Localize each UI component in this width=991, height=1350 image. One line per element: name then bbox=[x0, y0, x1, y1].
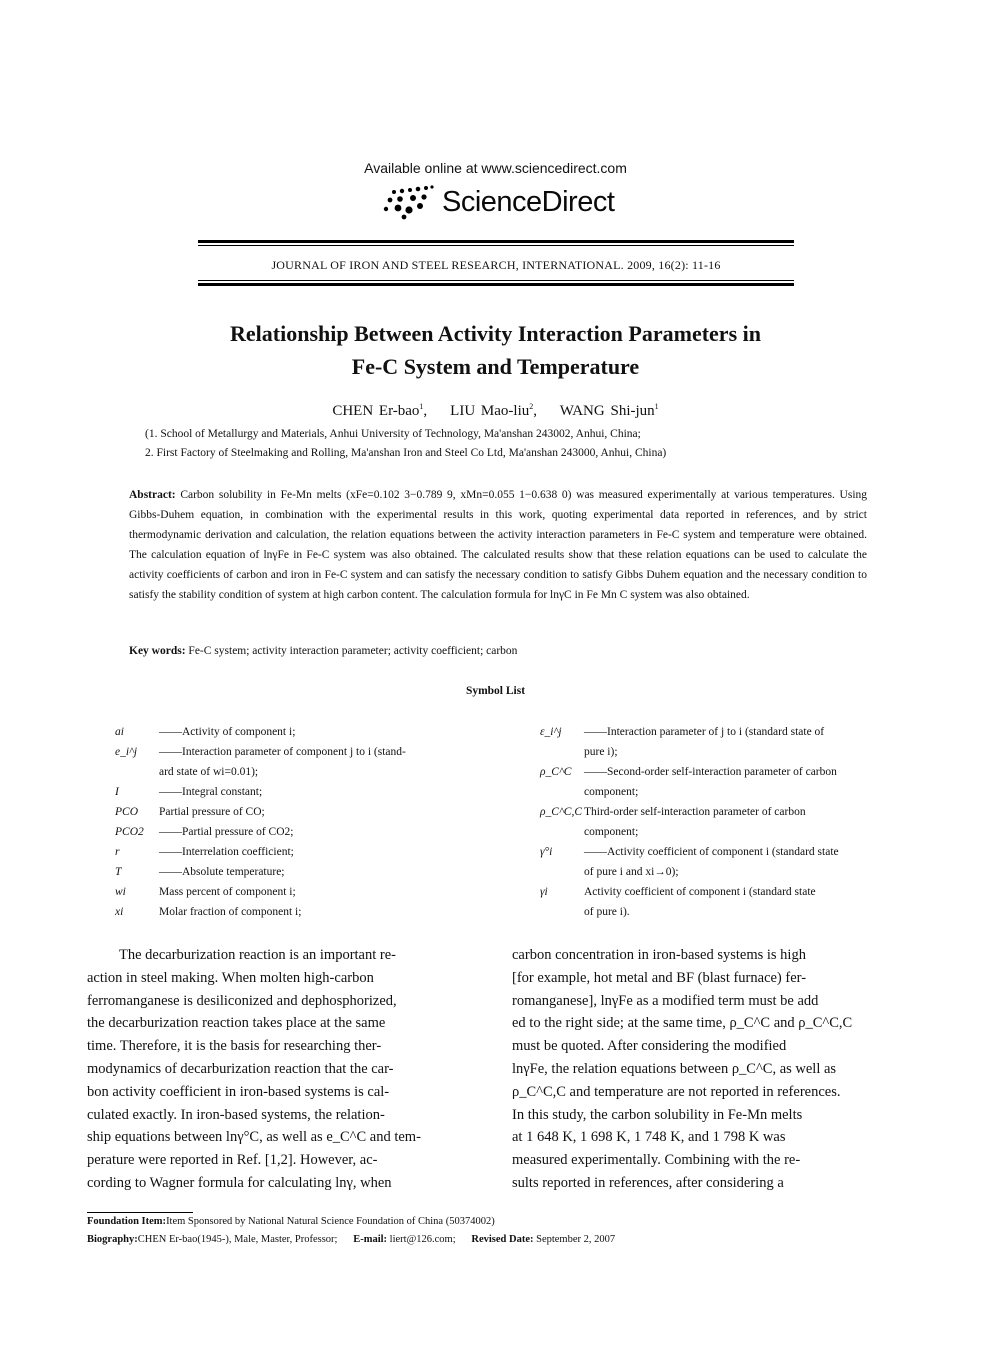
revised-date-label: Revised Date: bbox=[471, 1234, 534, 1245]
symbol: I bbox=[115, 786, 119, 798]
symbol-desc: ——Integral constant; bbox=[159, 786, 263, 798]
author-2: LIU Mao-liu bbox=[450, 403, 530, 419]
body-line: romanganese], lnγFe as a modified term must be add bbox=[512, 992, 819, 1009]
symbol-row bbox=[115, 742, 485, 762]
symbol-row bbox=[115, 782, 485, 802]
body-line: carbon concentration in iron-based systems is high bbox=[512, 947, 806, 963]
symbol: ε_i^j bbox=[540, 726, 562, 738]
paper-title-line2: Fe-C System and Temperature bbox=[351, 354, 640, 379]
abstract-label: Abstract: bbox=[129, 489, 176, 501]
symbol-desc: component; bbox=[584, 786, 639, 798]
symbol-row bbox=[540, 822, 910, 842]
foundation-text: Item Sponsored by National Natural Science Foundation of China (50374002) bbox=[166, 1216, 495, 1227]
authors: CHEN Er-bao$^1$, LIU Mao-liu$^2$, WANG Shi-jun$^1$ bbox=[332, 402, 659, 419]
symbol-row bbox=[540, 882, 910, 902]
symbol: e_i^j bbox=[115, 746, 138, 758]
revised-date-text: September 2, 2007 bbox=[536, 1234, 616, 1245]
symbol-desc: Activity coefficient of component i (standard state bbox=[584, 886, 816, 898]
symbol-desc: ——Absolute temperature; bbox=[159, 866, 285, 878]
body-line: ferromanganese is desiliconized and dephosphorized, bbox=[87, 992, 397, 1009]
biography-label: Biography: bbox=[87, 1234, 138, 1245]
body-line: must be quoted. After considering the modified bbox=[512, 1038, 787, 1055]
body-line: culated exactly. In iron-based systems, the relation- bbox=[87, 1106, 385, 1123]
symbol-row bbox=[540, 722, 910, 742]
symbol: wi bbox=[115, 886, 126, 898]
symbol-desc: component; bbox=[584, 826, 639, 838]
symbol-desc: ——Second-order self-interaction parameter of carbon bbox=[584, 766, 837, 778]
body-line: ρ_C^C,C and temperature are not reported in references. bbox=[512, 1083, 841, 1100]
header-rule-bottom bbox=[198, 283, 794, 286]
footnote-rule bbox=[87, 1212, 193, 1213]
email-label: E-mail: bbox=[353, 1234, 388, 1245]
sciencedirect-dots-icon bbox=[380, 182, 440, 226]
keywords bbox=[129, 645, 867, 657]
symbol-row bbox=[540, 842, 910, 862]
symbol: PCO2 bbox=[115, 826, 144, 838]
symbol-desc: pure i); bbox=[584, 746, 618, 758]
body-line: at 1 648 K, 1 698 K, 1 748 K, and 1 798 K was bbox=[512, 1129, 786, 1146]
symbol-list-left bbox=[115, 722, 485, 922]
symbol-row bbox=[115, 842, 485, 862]
biography-text: CHEN Er-bao(1945-), Male, Master, Professor; bbox=[137, 1234, 338, 1245]
abstract bbox=[129, 485, 867, 605]
affiliation-2: 2. First Factory of Steelmaking and Rolling, Ma'anshan Iron and Steel Co Ltd, Ma'anshan 243000, Anhui, China) bbox=[145, 447, 667, 459]
paper-title-line1: Relationship Between Activity Interaction Parameters in bbox=[230, 321, 761, 346]
symbol-row bbox=[115, 822, 485, 842]
symbol-desc: ——Activity coefficient of component i (standard state bbox=[584, 846, 839, 858]
symbol-desc: ard state of wi=0.01); bbox=[159, 766, 259, 778]
symbol-row bbox=[115, 802, 485, 822]
author-2-affil: 2 bbox=[529, 402, 534, 411]
paper-title bbox=[100, 317, 891, 383]
body-line: measured experimentally. Combining with the re- bbox=[512, 1152, 801, 1169]
foundation-label: Foundation Item: bbox=[87, 1216, 167, 1227]
symbol-desc: Partial pressure of CO; bbox=[159, 806, 265, 818]
header-rule-top bbox=[198, 240, 794, 243]
body-line: cording to Wagner formula for calculating lnγ, when bbox=[87, 1174, 392, 1191]
symbol-desc: ——Interaction parameter of j to i (standard state of bbox=[584, 726, 825, 738]
symbol-row bbox=[540, 782, 910, 802]
body-column-right bbox=[512, 944, 908, 1195]
author-3-affil: 1 bbox=[654, 402, 659, 411]
body-line: bon activity coefficient in iron-based systems is cal- bbox=[87, 1083, 390, 1100]
symbol-desc: of pure i and xi→0); bbox=[584, 866, 679, 878]
body-line: lnγFe, the relation equations between ρ_C^C, as well as bbox=[512, 1060, 837, 1077]
symbol: PCO bbox=[115, 806, 138, 818]
symbol: ai bbox=[115, 726, 124, 738]
symbol-desc: ——Interaction parameter of component j to i (stand- bbox=[159, 746, 406, 758]
symbol-desc: ——Activity of component i; bbox=[159, 726, 296, 738]
email-text: liert@126.com; bbox=[389, 1234, 456, 1245]
symbol: ρ_C^C,C bbox=[540, 806, 583, 818]
header-rule-top-thin bbox=[198, 245, 794, 246]
symbol-desc: ——Interrelation coefficient; bbox=[159, 846, 294, 858]
symbol-row bbox=[540, 902, 910, 922]
symbol-row bbox=[115, 722, 485, 742]
symbol-row bbox=[540, 762, 910, 782]
symbol-row bbox=[115, 862, 485, 882]
symbol-desc: Mass percent of component i; bbox=[159, 886, 296, 898]
symbol-list-right bbox=[540, 722, 910, 922]
author-1: CHEN Er-bao bbox=[332, 403, 420, 419]
symbol: T bbox=[115, 866, 122, 878]
symbol: γ°i bbox=[540, 846, 553, 858]
body-line: action in steel making. When molten high-carbon bbox=[87, 969, 374, 986]
symbol-row bbox=[115, 902, 485, 922]
symbol-row bbox=[115, 762, 485, 782]
body-line: sults reported in references, after considering a bbox=[512, 1174, 784, 1191]
symbol-desc: ——Partial pressure of CO2; bbox=[159, 826, 294, 838]
body-line: ed to the right side; at the same time, ρ_C^C and ρ_C^C,C bbox=[512, 1015, 853, 1032]
body-line: the decarburization reaction takes place at the same bbox=[87, 1015, 386, 1032]
body-line: [for example, hot metal and BF (blast furnace) fer- bbox=[512, 969, 807, 986]
symbol-desc: Molar fraction of component i; bbox=[159, 906, 302, 918]
body-line: perature were reported in Ref. [1,2]. However, ac- bbox=[87, 1152, 378, 1169]
symbol-list-title: Symbol List bbox=[465, 685, 526, 697]
symbol-row bbox=[540, 862, 910, 882]
sciencedirect-logo-text: ScienceDirect bbox=[442, 186, 615, 218]
keywords-label: Key words: bbox=[129, 645, 186, 657]
body-line: modynamics of decarburization reaction that the car- bbox=[87, 1060, 394, 1077]
author-1-affil: 1 bbox=[419, 402, 424, 411]
header-rule-bottom-thin bbox=[198, 280, 794, 281]
symbol: ρ_C^C bbox=[540, 766, 572, 778]
journal-line: JOURNAL OF IRON AND STEEL RESEARCH, INTERNATIONAL. 2009, 16(2): 11-16 bbox=[271, 258, 721, 272]
body-line: In this study, the carbon solubility in Fe-Mn melts bbox=[512, 1106, 803, 1123]
symbol: γi bbox=[540, 886, 548, 898]
symbol: xi bbox=[115, 906, 124, 918]
keywords-text: Fe-C system; activity interaction parameter; activity coefficient; carbon bbox=[188, 645, 518, 657]
symbol-desc: Third-order self-interaction parameter of carbon bbox=[584, 806, 806, 818]
body-line: The decarburization reaction is an important re- bbox=[119, 947, 396, 963]
symbol-row bbox=[540, 742, 910, 762]
author-3: WANG Shi-jun bbox=[559, 403, 655, 419]
body-column-left bbox=[87, 944, 485, 1195]
available-online-text: Available online at www.sciencedirect.com bbox=[364, 160, 627, 176]
body-line: time. Therefore, it is the basis for researching ther- bbox=[87, 1038, 382, 1055]
symbol-row bbox=[115, 882, 485, 902]
sciencedirect-logo bbox=[380, 182, 620, 226]
body-line: ship equations between lnγ°C, as well as e_C^C and tem- bbox=[87, 1129, 421, 1146]
foundation-item bbox=[87, 1216, 495, 1227]
affiliation-1: (1. School of Metallurgy and Materials, Anhui University of Technology, Ma'anshan 243002, Anhui, China; bbox=[145, 428, 641, 440]
symbol-desc: of pure i). bbox=[584, 906, 630, 918]
abstract-text: Carbon solubility in Fe-Mn melts (xFe=0.102 3−0.789 9, xMn=0.055 1−0.638 0) was measured experimentally at various temperatures. Using Gibbs-Duhem equation, in combination with the experimental results in this work, quoting experimental data reported in references, and by strict thermodynamic derivation and calculation, the relation equations between the activity interaction parameters in Fe-C system and temperature were obtained. The calculation equation of lnγFe in Fe-C system was also obtained. The calculated results show that these relation equations can be used to calculate the activity coefficients of carbon and iron in Fe-C system and can satisfy the necessary condition to satisfy Gibbs Duhem equation and the necessary condition to satisfy the stability condition of system at high carbon content. The calculation formula for lnγC in Fe Mn C system was also obtained. bbox=[129, 489, 868, 601]
biography bbox=[87, 1234, 615, 1245]
symbol: r bbox=[115, 846, 120, 858]
symbol-row bbox=[540, 802, 910, 822]
